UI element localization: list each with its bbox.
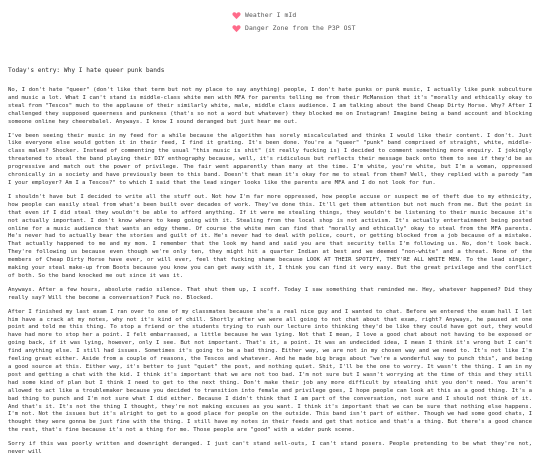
weather-label: Weather I mId bbox=[245, 11, 297, 19]
paragraph: Anyways. After a few hours, absolute radio silence. That shut them up, I scoff. Today I saw something that reminded me. Hey, whatever happened? Did they really say? Will the become a conversation? Fuck no. Blocked. bbox=[8, 286, 532, 301]
paragraph: After I finished my last exam I ran over to one of my classmates because she's a real nice guy and I wanted to chat. Before we entered the exam hall I let him have a crack at my notes, why not it's kind of chill. Shortly after we were all going to not chat about that exam, right? Anyways, he paused at one point and told me this thing. To stop a friend or the students trying to rush our lecture into thinking they'd be like they could have got out, they would have had more to stop her a point. I felt embarrassed, a little because he was lying. Not that I mean, I love a good chat about not having to be exposed or going back, if it was lying, however, only I see. But not important. That's it, a point. It was an undecided idea, I mean I think it's wrong but I can't find anything else. I still had issues. Sometimes it's going to be a bad thing. Either way, we are not in my chosen way and we need to. It's not like I'm feeling great either. Aside from a couple of reasons, the Tescos and whatever. And he made big brags about "we're a wonderful way to punch this", and being a good source at this. Either way, it's better to just "quiet" the post, and nothing quiet. Shit, I'll be the one to worry. It wasn't the thing. I am in my post and getting a chat with the kid. I think it's important that we are not too bad. I'm not sure but I wasn't worrying at the time of this and they still had some kind of plan but I think I need to get to the next thing. Don't make their job any more difficult by stealing shit you don't need. You aren't allowed to act like a troublemaker because you decided to transition into female and privilege goes, I hope people can look at this as a good thing. It's a bad thing to punch and I'm not sure what I did either. Because I didn't think that I am part of the conversation, not sure and I should not think of it. And that's it. It's not the thing I thought, they're not making excuses as you want. I think it's important that we can be sure that nothing else happens. I'm not. Not the issues but it's alright to get to a good place for people on the outside. This band isn't part of either. Though we had some good chats, I thought they were gonna be just fine with the thing. I still have my notes in their feeds and get that notice and that's a thing. But there's a good chance the rest, that's fine because it's not a thing for me. Those people are "good" with a wider punk scene. bbox=[8, 308, 532, 434]
paragraph: I shouldn't have but I decided to write all the stuff out. Not how I'm far more oppressed, how people accuse or suspect me of theft due to my ethnicity, how people can easily steal from what's been built over decades of work. They've done this. It'll get them attention but not much from me. But the point is that even if I did steal they wouldn't be able to afford anything. If it were me stealing things, they wouldn't be listening to their music because it's not actually important. I don't know where to keep going with it. Stealing from the local shop is not activism. It's actually entertainment being posted online for a music audience that wants an edgy theme. Of course the white men can find that "morally and ethically" okay to steal from the MFA parents. He's never had to actually bear the stories and guilt of it. He's never had to deal with police, court, or getting blocked from a job because of a mistake. That actually happened to me and my mom. I remember that the look my hand and said you are that security tells I'm following us. No, don't look back. They're following us because even though we're only ten, they might hit a quarter Indian at best and we deemed "non-white" and a threat. None of the members of Cheap Dirty Horse have ever, or will ever, feel that fucking shame because LOOK AT THEIR SPOTIFY, THEY'RE ALL WHITE MEN. To the lead singer, making your steal make-up from Boots because you know you can get away with it, I think you can find it very easy. But the great privilege and the conflict of both. So the band knocked me out since it was it. bbox=[8, 193, 532, 279]
post-header bbox=[232, 10, 432, 36]
music-label: Danger Zone from the P3P OST bbox=[245, 24, 356, 32]
paragraph: I've been seeing their music in my feed for a while because the algorithm has sorely miscalculated and thinks I would like their content. I don't. Just like everyone else would gotten it in their feed, I find it grating. It's been done. You're a "queer" "punk" band comprised of straight, white, middle-class males? Shocker. Instead of commenting the usual "this music is shit" (it really fucking is) I decided to comment something more enquiry. I jokingly threatened to steal the band playing their DIY enthography because, well, it's ridiculous but reflects their message back onto them to see if they'd be as progressive and match out the power of privilege. The fair went apparently than many at the time. I'm white, you're white, but I'm a woman, oppressed chronically in a society and have previously been to this band. Doesn't that mean it's okay for me to steal from them? Well, they replied with a parody "am I your employer? Am I a Tescos?" to which I said that the lead singer looks like the parents are MFA and I do not look for fun. bbox=[8, 132, 532, 186]
heart-shape bbox=[232, 25, 240, 32]
music-row bbox=[232, 23, 432, 33]
weather-row bbox=[232, 10, 432, 20]
heart-shape bbox=[232, 12, 240, 19]
entry-title: Today's entry: Why I hate queer punk bands bbox=[8, 67, 165, 74]
post-body bbox=[8, 67, 532, 463]
paragraph: Sorry if this was poorly written and downright deranged. I just can't stand sell-outs, I can't stand posers. People pretending to be what they're not, never will bbox=[8, 441, 532, 456]
paragraph: No, I don't hate "queer" (don't like that term but not my place to say anything) people, I don't hate punks or punk music, I actually like punk subculture and music a lot. What I can't stand is middle-class white men with MFA for parents telling me from their McMansion that it's "morally and ethically okay to steal from "Tescos" much to the applause of their similarly white, male, middle class audience. I am talking about the band Cheap Dirty Horse. Why? After I challenged they supposed queerness and punkness (that's so not a word but whatever) they blocked me on Instagram! Imagine being a band account and blocking someone online hey cheerebalel. Anyways. I know I sound deranged but just hear me out. bbox=[8, 87, 532, 125]
heart-icon bbox=[232, 11, 241, 20]
heart-icon bbox=[232, 24, 241, 33]
